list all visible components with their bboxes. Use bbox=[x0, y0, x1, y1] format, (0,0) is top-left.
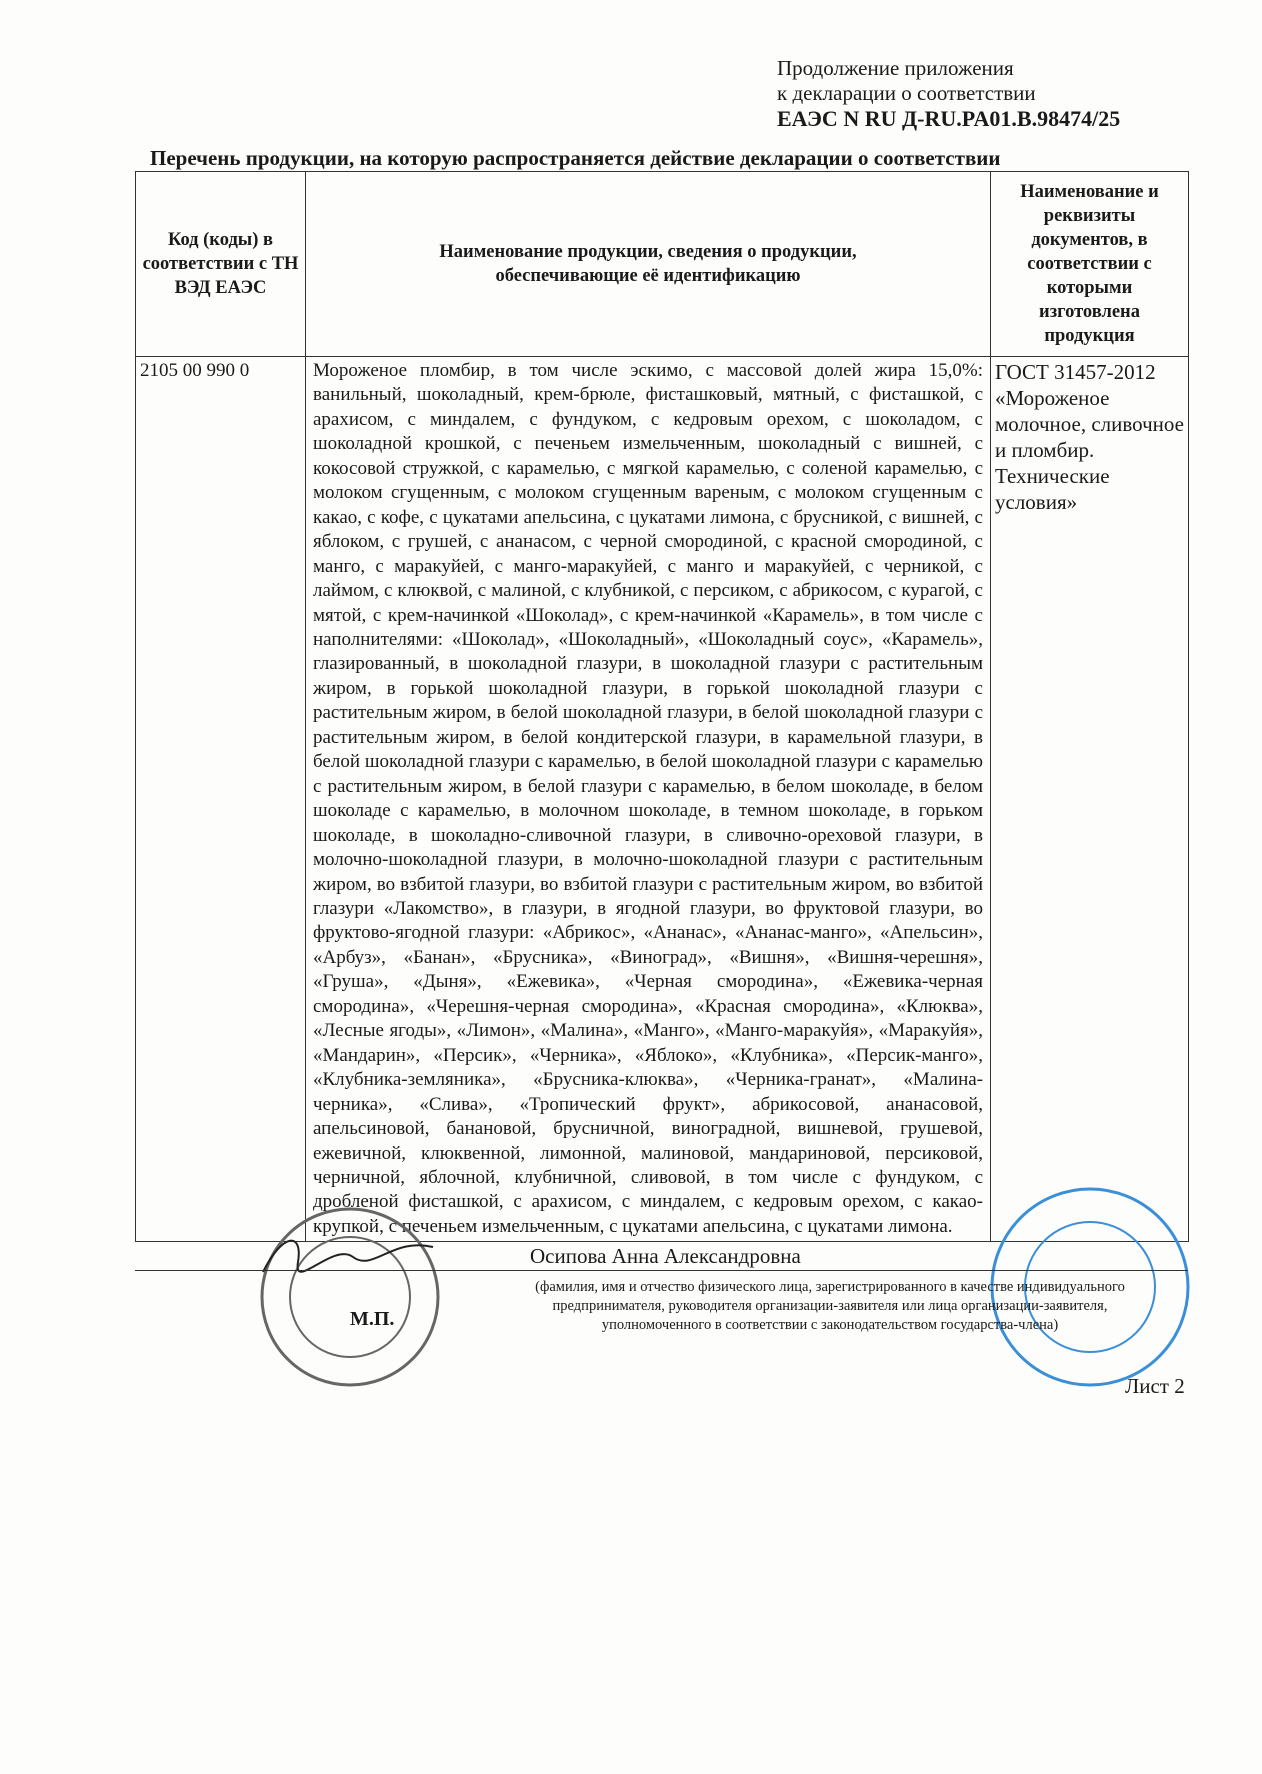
cell-description: Мороженое пломбир, в том числе эскимо, с массовой долей жира 15,0%: ванильный, шоколадный, крем-брюле, фисташковый, мятный, с фисташкой, с арахисом, с миндалем, с фундуком, с кедровым орехом, с шоколадом, с шоколадной крошкой, с печеньем измельченным, шоколадный с вишней, с кокосовой стружкой, с карамелью, с мягкой карамелью, с соленой карамелью, с молоком сгущенным, с молоком сгущенным вареным, с молоком сгущенным с какао, с кофе, с цукатами апельсина, с цукатами лимона, с брусникой, с вишней, с яблоком, с грушей, с ананасом, с черной смородиной, с красной смородиной, с манго, с маракуйей, с манго-маракуйей, с манго и маракуйей, с черникой, с лаймом, с клюквой, с малиной, с клубникой, с персиком, с абрикосом, с курагой, с мятой, с крем-начинкой «Шоколад», с крем-начинкой «Карамель», в том числе с наполнителями: «Шоколад», «Шоколадный», «Шоколадный соус», «Карамель», глазированный, в шоколадной глазури, в шоколадной глазури с растительным жиром, в горькой шоколадной глазури, в горькой шоколадной глазури с растительным жиром, в белой шоколадной глазури, в белой шоколадной глазури с растительным жиром, в белой кондитерской глазури, в карамельной глазури, в белой шоколадной глазури с карамелью, в белой шоколадной глазури с карамелью с растительным жиром, в белой глазури с карамелью, в белом шоколаде, в белом шоколаде с карамелью, в молочном шоколаде, в темном шоколаде, в горьком шоколаде, в шоколадно-сливочной глазури, в сливочно-ореховой глазури, в молочно-шоколадной глазури, в молочно-шоколадной глазури с растительным жиром, во взбитой глазури, во взбитой глазури с растительным жиром, во взбитой глазури «Лакомство», в глазури, в ягодной глазури, во фруктовой глазури, во фруктово-ягодной глазури: «Абрикос», «Ананас», «Ананас-манго», «Апельсин», «Арбуз», «Банан», «Брусника», «Виноград», «Вишня», «Вишня-черешня», «Груша», «Дыня», «Ежевика», «Черная смородина», «Ежевика-черная смородина», «Черешня-черная смородина», «Красная смородина», «Клюква», «Лесные ягоды», «Лимон», «Малина», «Манго», «Манго-маракуйя», «Маракуйя», «Мандарин», «Персик», «Черника», «Яблоко», «Клубника», «Персик-манго», «Клубника-земляника», «Брусника-клюква», «Черника-гранат», «Малина-черника», «Слива», «Тропический фрукт», абрикосовой, ананасовой, апельсиновой, банановой, брусничной, виноградной, вишневой, грушевой, ежевичной, клюквенной, лимонной, малиновой, мандариновой, персиковой, черничной, яблочной, клубничной, сливовой, в том числе с фундуком, с дробленой фисташкой, с арахисом, с миндалем, с кедровым орехом, с какао-крупкой, с печеньем измельченным, с цукатами апельсина, с цукатами лимона. bbox=[306, 357, 991, 1242]
appendix-header bbox=[777, 56, 1120, 131]
cell-standard: ГОСТ 31457-2012 «Мороженое молочное, сливочное и пломбир. Технические условия» bbox=[991, 357, 1189, 1242]
signature bbox=[243, 1222, 443, 1292]
cell-code: 2105 00 990 0 bbox=[136, 357, 306, 1242]
mp-label: М.П. bbox=[350, 1308, 395, 1331]
page-title: Перечень продукции, на которую распространяется действие декларации о соответствии bbox=[150, 146, 1001, 170]
header-line-2: к декларации о соответствии bbox=[777, 81, 1036, 105]
signature-line bbox=[135, 1270, 1188, 1271]
signer-note: (фамилия, имя и отчество физического лица, зарегистрированного в качестве индивидуального предпринимателя, руководителя организации-заявителя или лица организации-заявителя, уполномоченного в соответствии с законодательством государства-члена) bbox=[535, 1279, 1125, 1334]
document-body bbox=[135, 171, 1188, 1442]
product-table bbox=[135, 171, 1189, 1242]
column-header-code: Код (коды) в соответствии с ТН ВЭД ЕАЭС bbox=[136, 172, 306, 357]
column-header-description: Наименование продукции, сведения о продукции, обеспечивающие её идентификацию bbox=[306, 172, 991, 357]
header-line-1: Продолжение приложения bbox=[777, 56, 1014, 80]
column-header-standard: Наименование и реквизиты документов, в соответствии с которыми изготовлена продукция bbox=[991, 172, 1189, 357]
signature-block bbox=[135, 1242, 1188, 1442]
sheet-number: Лист 2 bbox=[1125, 1374, 1185, 1399]
table-row bbox=[136, 357, 1189, 1242]
table-header-row bbox=[136, 172, 1189, 357]
signer-name: Осипова Анна Александровна bbox=[530, 1244, 801, 1269]
declaration-number: ЕАЭС N RU Д-RU.PA01.B.98474/25 bbox=[777, 106, 1121, 131]
